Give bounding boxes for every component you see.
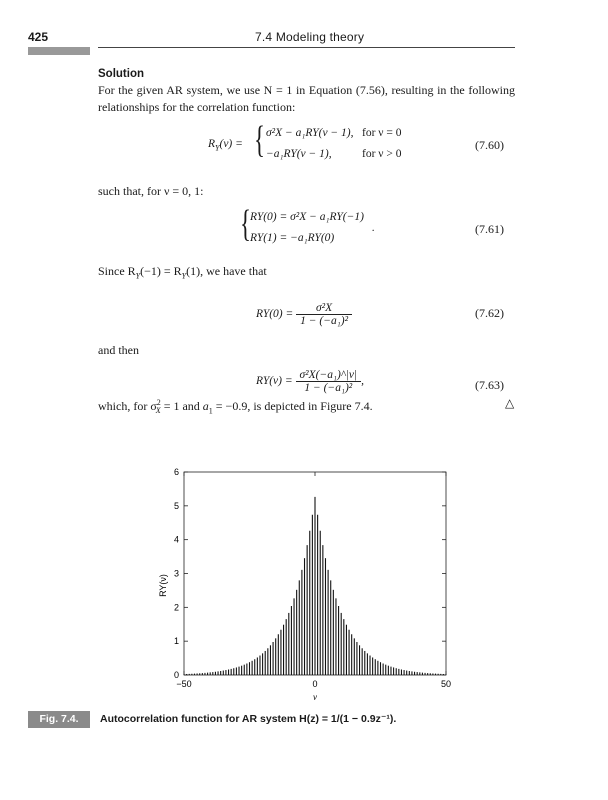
eq60-number: (7.60) (475, 138, 504, 152)
eq62-numerator: σ²X (296, 302, 352, 315)
eq63-numerator: σ²X(−a₁)^|ν| (296, 369, 362, 382)
such-that-text: such that, for ν = 0, 1: (98, 184, 204, 198)
intro-paragraph: For the given AR system, we use N = 1 in Equation (7.56), resulting in the following relationships for the correlation function: (98, 83, 515, 114)
eq60-cond1: for ν = 0 (362, 127, 402, 139)
y-tick-label: 1 (173, 636, 179, 647)
y-tick-label: 4 (173, 534, 179, 545)
and-then-text: and then (98, 343, 139, 357)
y-tick-label: 3 (173, 568, 179, 579)
header-rule (98, 47, 515, 48)
eq61-brace: { (240, 203, 251, 245)
eq62-number: (7.62) (475, 306, 504, 320)
y-tick-label: 5 (173, 500, 179, 511)
end-of-example-mark: △ (505, 396, 515, 410)
autocorrelation-chart (152, 462, 462, 702)
eq60-lhs: $R_Y(\nu)$ = (208, 138, 243, 153)
eq63-fraction (296, 369, 362, 394)
eq61-period: . (372, 222, 375, 234)
eq63-number: (7.63) (475, 378, 504, 392)
header-bar (28, 47, 90, 55)
x-tick-label: −50 (176, 679, 192, 689)
y-tick-label: 6 (173, 467, 179, 477)
eq61-number: (7.61) (475, 222, 504, 236)
solution-heading: Solution (98, 68, 144, 80)
figure-label: Fig. 7.4. (28, 711, 90, 728)
eq63: RY(ν) = $\frac{\text{σ²X(−a₁)\textasciicircum{}|ν|}}{\text{1 − (−a₁)²}}$ , (256, 369, 364, 394)
x-tick-label: 50 (440, 679, 452, 689)
eq60-case2: −a₁RY(ν − 1), (266, 148, 332, 160)
eq63-lhs: RY(ν) = (256, 375, 293, 388)
eq61-line1: RY(0) = σ²X − a₁RY(−1) (250, 211, 364, 223)
y-tick-label: 0 (173, 670, 179, 680)
eq60-cond2: for ν > 0 (362, 148, 402, 160)
since-text: Since $R_Y(-1) = R_Y(1)$, we have that (98, 264, 267, 281)
y-axis-label: RY(ν) (158, 574, 168, 597)
running-head: 7.4 Modeling theory (255, 30, 365, 44)
eq60-case1: σ²X − a₁RY(ν − 1), (266, 127, 354, 139)
eq62-lhs: RY(0) = (256, 308, 294, 321)
eq62-denominator: 1 − (−a₁)² (300, 315, 349, 327)
eq60-brace: { (254, 119, 265, 161)
eq62 (256, 302, 352, 327)
figure-caption: Autocorrelation function for AR system H(z) = 1/(1 − 0.9z⁻¹). (100, 713, 397, 725)
page-number: 425 (28, 30, 49, 44)
y-tick-label: 2 (173, 602, 179, 613)
x-axis-label: ν (313, 692, 317, 702)
eq62-fraction (296, 302, 352, 327)
which-text: which, for $\sigma^2_X = 1$ and $a_1 = -0.9$, is depicted in Figure 7.4. (98, 398, 373, 416)
eq61-line2: RY(1) = −a₁RY(0) (250, 232, 335, 244)
eq63-denominator: 1 − (−a₁)² (304, 382, 353, 394)
x-tick-label: 0 (312, 679, 318, 689)
